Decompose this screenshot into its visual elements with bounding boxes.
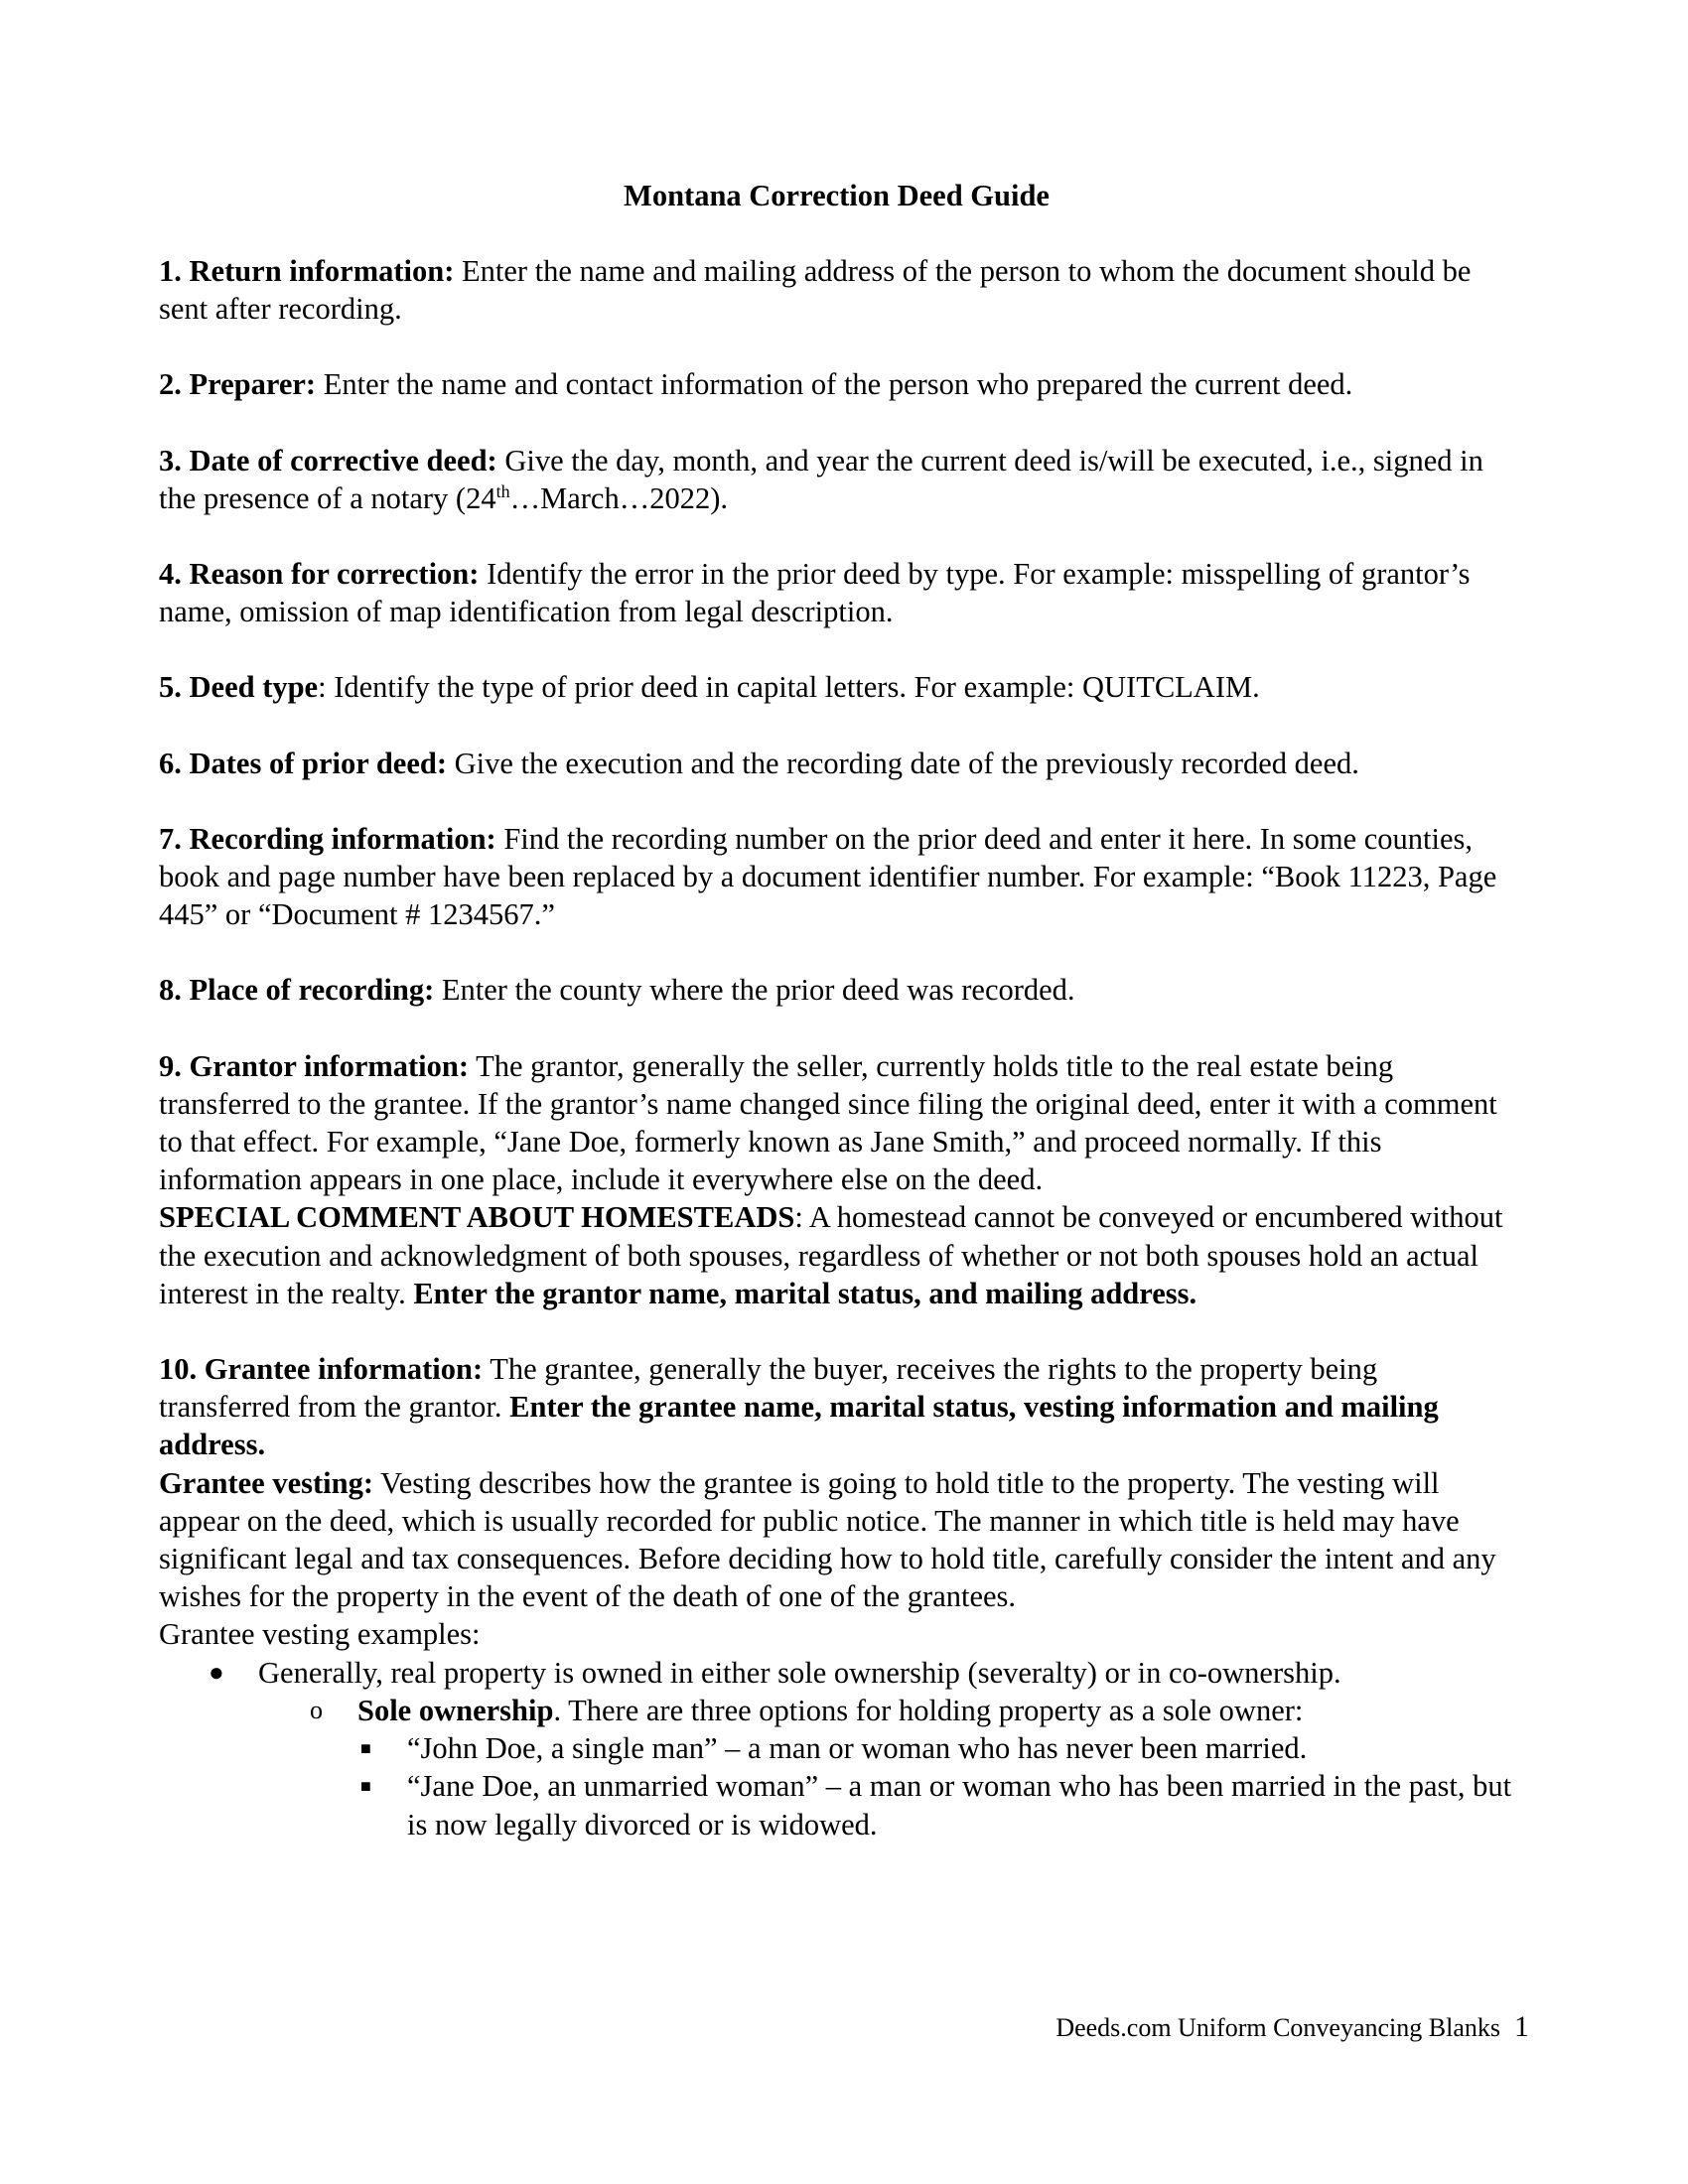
section-text: Identify the error in the prior deed by type. For example: misspelling of grantor’s name, omission of map identification from legal description. (159, 557, 1471, 629)
section-heading: 2. Preparer: (159, 367, 317, 402)
square-bullet-icon: ■ (360, 1738, 371, 1759)
list-item-text: Generally, real property is owned in either sole ownership (severalty) or in co-ownership. (258, 1655, 1341, 1690)
special-comment-text: : A homestead cannot be conveyed or encumbered without the execution and acknowledgment of both spouses, regardless of whether or not both spouses hold an actual interest in the realty. (159, 1200, 1503, 1310)
section-text: Enter the county where the prior deed was recorded. (434, 973, 1075, 1008)
list-item (159, 1692, 1514, 1729)
section-text: The grantee, generally the buyer, receives the rights to the property being transferred from the grantor. (159, 1352, 1378, 1425)
section-text: Enter the name and contact information of the person who prepared the current deed. (316, 367, 1353, 402)
section-deed-type (159, 668, 1514, 706)
section-text: Find the recording number on the prior deed and enter it here. In some counties, book and page number have been replaced by a document identifier number. For example: “Book 11223, Page 445” or “Document # 1234567.” (159, 821, 1497, 932)
list-item-text: “John Doe, a single man” – a man or woman who has never been married. (407, 1731, 1308, 1766)
section-heading: 10. Grantee information: (159, 1352, 484, 1387)
section-heading: 5. Deed type (159, 670, 319, 705)
vesting-examples-list (159, 1654, 1514, 1843)
section-heading: 8. Place of recording: (159, 973, 435, 1008)
section-heading: 1. Return information: (159, 254, 455, 288)
circle-bullet-icon: o (310, 1695, 323, 1724)
special-comment-heading: SPECIAL COMMENT ABOUT HOMESTEADS (159, 1200, 795, 1235)
square-bullet-icon: ■ (360, 1776, 371, 1797)
vesting-text: Vesting describes how the grantee is going to hold title to the property. The vesting will appear on the deed, which is usually recorded for public notice. The manner in which title is held may have significant legal and tax consequences. Before deciding how to hold title, carefully consider the intent and any wishes for the property in the event of the death of one of the grantees. (159, 1465, 1496, 1614)
section-grantor-information (159, 1047, 1514, 1312)
list-item (159, 1654, 1514, 1692)
section-dates-of-prior-deed (159, 745, 1514, 782)
section-text: Give the day, month, and year the current deed is/will be executed, i.e., signed in the presence of a notary (24 (159, 443, 1483, 515)
section-grantee-information (159, 1350, 1514, 1464)
section-heading: 7. Recording information: (159, 821, 496, 856)
sole-ownership-heading: Sole ownership (357, 1693, 554, 1727)
footer-text: Deeds.com Uniform Conveyancing Blanks (1055, 2013, 1500, 2042)
section-text: : Identify the type of prior deed in capital letters. For example: QUITCLAIM. (318, 670, 1260, 705)
ordinal-suffix: th (495, 480, 510, 501)
grantee-instruction: Enter the grantee name, marital status, vesting information and mailing address. (159, 1390, 1439, 1462)
section-heading: 9. Grantor information: (159, 1048, 470, 1083)
list-item-text: “Jane Doe, an unmarried woman” – a man or woman who has been married in the past, but is now legally divorced or is widowed. (407, 1769, 1512, 1842)
section-recording-information (159, 820, 1514, 934)
list-item (159, 1767, 1514, 1843)
section-place-of-recording (159, 971, 1514, 1009)
grantor-instruction: Enter the grantor name, marital status, and mailing address. (413, 1276, 1197, 1310)
section-date-of-corrective-deed (159, 442, 1514, 517)
section-text: Enter the name and mailing address of the person to whom the document should be sent after recording. (159, 254, 1472, 327)
section-reason-for-correction (159, 555, 1514, 630)
bullet-icon: ● (209, 1657, 224, 1687)
section-text-end: …March…2022). (509, 480, 728, 515)
section-preparer (159, 365, 1514, 403)
section-return-information (159, 252, 1514, 328)
list-item (159, 1729, 1514, 1767)
vesting-examples-label: Grantee vesting examples: (159, 1617, 481, 1652)
list-item-text: . There are three options for holding property as a sole owner: (553, 1693, 1304, 1727)
vesting-heading: Grantee vesting: (159, 1465, 373, 1500)
section-heading: 6. Dates of prior deed: (159, 746, 447, 780)
section-text: The grantor, generally the seller, currently holds title to the real estate being transferred to the grantee. If the grantor’s name changed since filing the original deed, enter it with a comment to that effect. For example, “Jane Doe, formerly known as Jane Smith,” and proceed normally. If this information appears in one place, include it everywhere else on the deed. (159, 1048, 1497, 1197)
section-heading: 4. Reason for correction: (159, 557, 480, 592)
section-heading: 3. Date of corrective deed: (159, 443, 497, 478)
section-text: Give the execution and the recording date of the previously recorded deed. (447, 746, 1359, 780)
page-number: 1 (1514, 2010, 1529, 2043)
document-page (159, 177, 1514, 1843)
grantee-vesting (159, 1464, 1514, 1616)
document-title: Montana Correction Deed Guide (624, 179, 1050, 212)
page-footer (1055, 2012, 1529, 2043)
